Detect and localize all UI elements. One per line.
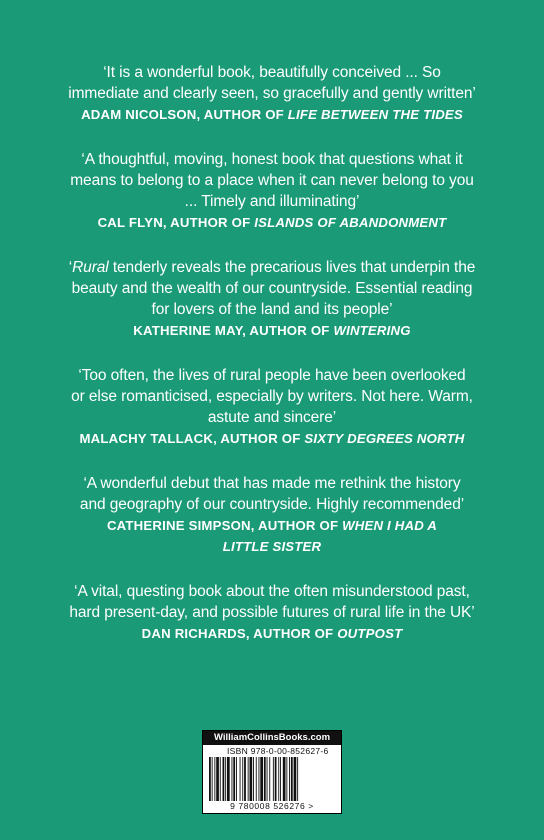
isbn-barcode-box	[202, 730, 342, 814]
barcode-bar	[216, 757, 219, 801]
quote-block	[0, 62, 544, 125]
barcode-bar	[275, 757, 277, 801]
attribution-line: CATHERINE SIMPSON, AUTHOR OF WHEN I HAD A	[106, 518, 438, 533]
attribution-line: CAL FLYN, AUTHOR OF ISLANDS OF ABANDONMENT	[97, 215, 447, 230]
quote-attribution	[0, 428, 544, 449]
attribution-line: LITTLE SISTER	[222, 539, 322, 554]
quote-attribution	[0, 320, 544, 341]
quote-block	[0, 365, 544, 449]
quote-block	[0, 473, 544, 557]
quote-line: ‘It is a wonderful book, beautifully conceived ... So	[103, 64, 441, 81]
quote-attribution	[0, 623, 544, 644]
barcode-bar	[280, 757, 281, 801]
quote-line: ‘A wonderful debut that has made me rethink the history	[83, 475, 461, 492]
barcode-bar	[233, 757, 235, 801]
quote-text	[0, 149, 544, 212]
barcode-bar	[260, 757, 263, 801]
barcode-bar	[214, 757, 215, 801]
isbn-label: ISBN 978-0-00-852627-6	[227, 746, 329, 756]
quote-block	[0, 257, 544, 341]
barcode-bar	[250, 757, 253, 801]
quote-text	[0, 365, 544, 428]
attribution-line: KATHERINE MAY, AUTHOR OF WINTERING	[133, 323, 411, 338]
barcode-bar	[291, 757, 293, 801]
barcode-bar	[267, 757, 268, 801]
barcode-bar	[264, 757, 266, 801]
quote-text	[0, 62, 544, 104]
quote-line: or else romanticised, especially by writers. Not here. Warm,	[71, 388, 473, 405]
quote-line: for lovers of the land and its people’	[151, 301, 393, 318]
quote-line: means to belong to a place when it can never belong to you	[70, 172, 474, 189]
publisher-url: WilliamCollinsBooks.com	[203, 731, 341, 745]
barcode-bar	[209, 757, 211, 801]
barcode-bar	[269, 757, 270, 801]
barcode-bar	[278, 757, 279, 801]
quote-line: beauty and the wealth of our countryside. Essential reading	[71, 280, 473, 297]
quote-line: ‘A thoughtful, moving, honest book that questions what it	[81, 151, 463, 168]
quote-line: ... Timely and illuminating’	[184, 193, 360, 210]
attribution-line: ADAM NICOLSON, AUTHOR OF LIFE BETWEEN THE TIDES	[81, 107, 463, 122]
barcode-bar	[286, 757, 287, 801]
review-quotes	[0, 62, 544, 668]
attribution-line: MALACHY TALLACK, AUTHOR OF SIXTY DEGREES NORTH	[79, 431, 465, 446]
barcode-bar	[259, 757, 260, 801]
barcode-bar	[256, 757, 257, 801]
quote-attribution	[0, 104, 544, 125]
barcode-bar	[244, 757, 246, 801]
quote-line: ‘A vital, questing book about the often misunderstood past,	[74, 583, 470, 600]
barcode-bar	[253, 757, 254, 801]
quote-attribution	[0, 212, 544, 233]
quote-line: ‘Rural tenderly reveals the precarious lives that underpin the	[68, 259, 476, 276]
attribution-line: DAN RICHARDS, AUTHOR OF OUTPOST	[141, 626, 403, 641]
quote-line: immediate and clearly seen, so gracefully and gently written’	[68, 85, 476, 102]
barcode-bar	[220, 757, 221, 801]
quote-text	[0, 473, 544, 515]
quote-text	[0, 581, 544, 623]
quote-line: astute and sincere’	[207, 409, 337, 426]
barcode-bar	[294, 757, 297, 801]
quote-line: and geography of our countryside. Highly recommended’	[79, 496, 465, 513]
barcode-bar	[283, 757, 286, 801]
barcode-bar	[225, 757, 226, 801]
barcode-bar	[240, 757, 241, 801]
quote-line: hard present-day, and possible futures of rural life in the UK’	[69, 604, 475, 621]
barcode-bar	[273, 757, 274, 801]
barcode-bar	[227, 757, 230, 801]
barcode-bar	[248, 757, 249, 801]
barcode-digits: 9 780008 526276 >	[230, 801, 314, 811]
barcode-bar	[297, 757, 298, 801]
barcode-bar	[289, 757, 290, 801]
barcode-bar	[212, 757, 213, 801]
barcode-bar	[242, 757, 243, 801]
barcode-bar	[223, 757, 225, 801]
quote-attribution	[0, 515, 544, 557]
quote-block	[0, 149, 544, 233]
quote-block	[0, 581, 544, 644]
barcode-bar	[236, 757, 237, 801]
barcode-bar	[232, 757, 233, 801]
barcode-bars	[209, 757, 335, 801]
quote-text	[0, 257, 544, 320]
quote-line: ‘Too often, the lives of rural people have been overlooked	[78, 367, 466, 384]
